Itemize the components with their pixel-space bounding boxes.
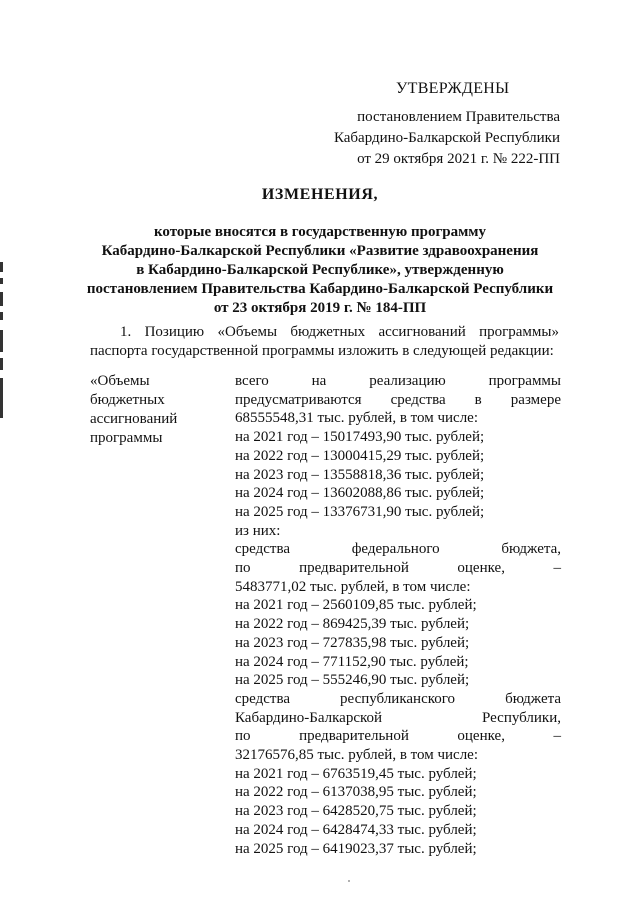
approval-line: постановлением Правительства [357, 109, 560, 125]
table-right-line: на 2021 год – 15017493,90 тыс. рублей; [235, 429, 485, 446]
table-right-line: на 2023 год – 727835,98 тыс. рублей; [235, 634, 470, 651]
table-right-column [235, 372, 561, 858]
heading-line: Кабардино-Балкарской Республики «Развитие здравоохранения [101, 243, 539, 259]
heading-line: постановлением Правительства Кабардино-Балкарской Республики [86, 281, 554, 297]
table-right-line: на 2021 год – 6763519,45 тыс. рублей; [235, 765, 477, 782]
intro-line: 1. Позицию «Объемы бюджетных ассигнований программы» [120, 324, 559, 340]
heading-line: которые вносятся в государственную программу [153, 224, 487, 240]
table-right-line: 32176576,85 тыс. рублей, в том числе: [235, 747, 479, 764]
intro-line: паспорта государственной программы изложить в следующей редакции: [90, 343, 554, 359]
table-right-line: 68555548,31 тыс. рублей, в том числе: [235, 410, 479, 427]
scan-speck [348, 880, 350, 882]
table-right-line: предусматриваются средства в размере [235, 391, 561, 408]
table-right-line: на 2025 год – 555246,90 тыс. рублей; [235, 672, 470, 689]
table-right-line: на 2023 год – 6428520,75 тыс. рублей; [235, 803, 477, 820]
approval-title: УТВЕРЖДЕНЫ [396, 80, 510, 97]
table-right-line: 5483771,02 тыс. рублей, в том числе: [235, 578, 471, 595]
table-right-line: на 2022 год – 869425,39 тыс. рублей; [235, 616, 470, 633]
table-left-line: программы [90, 430, 163, 446]
table-right-line: на 2022 год – 6137038,95 тыс. рублей; [235, 784, 477, 801]
approval-line: от 29 октября 2021 г. № 222-ПП [357, 151, 560, 167]
table-right-line: по предварительной оценке, – [235, 728, 561, 745]
table-right-line: на 2025 год – 13376731,90 тыс. рублей; [235, 503, 485, 520]
document-title: ИЗМЕНЕНИЯ, [261, 186, 379, 203]
heading-line: в Кабардино-Балкарской Республике», утвержденную [136, 262, 504, 278]
heading-line: от 23 октября 2019 г. № 184-ПП [213, 300, 427, 316]
scan-mark [0, 330, 3, 352]
table-right-line: средства федерального бюджета, [235, 541, 561, 558]
scan-mark [0, 358, 3, 370]
table-left-line: ассигнований [90, 411, 178, 427]
table-right-line: на 2023 год – 13558818,36 тыс. рублей; [235, 466, 485, 483]
table-left-line: «Объемы [90, 373, 150, 389]
scan-mark [0, 378, 3, 418]
table-right-line: на 2025 год – 6419023,37 тыс. рублей; [235, 840, 477, 857]
table-left-line: бюджетных [90, 392, 165, 408]
table-right-line: на 2022 год – 13000415,29 тыс. рублей; [235, 447, 485, 464]
intro-paragraph [90, 323, 559, 361]
table-right-line: на 2021 год – 2560109,85 тыс. рублей; [235, 597, 477, 614]
table-right-line: всего на реализацию программы [235, 373, 561, 389]
table-right-line: на 2024 год – 13602088,86 тыс. рублей; [235, 485, 485, 502]
table-right-line: из них: [235, 522, 281, 539]
table-right-line: на 2024 год – 771152,90 тыс. рублей; [235, 653, 469, 670]
table-right-line: средства республиканского бюджета [235, 690, 561, 707]
table-right-line: на 2024 год – 6428474,33 тыс. рублей; [235, 821, 477, 838]
table-left-column [90, 372, 210, 448]
approval-line: Кабардино-Балкарской Республики [333, 130, 560, 146]
table-right-line: Кабардино-Балкарской Республики, [235, 709, 561, 726]
table-right-line: по предварительной оценке, – [235, 560, 561, 577]
